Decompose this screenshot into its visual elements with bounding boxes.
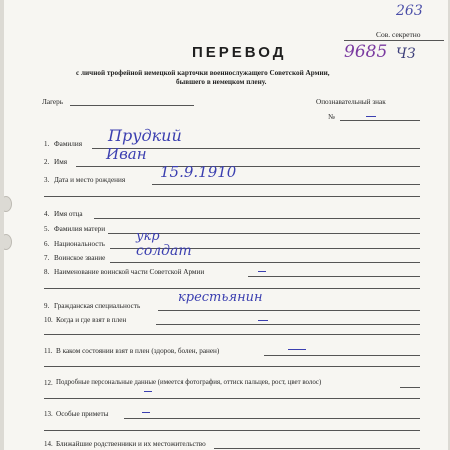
- field-3-label: Дата и место рождения: [54, 176, 126, 184]
- field-3-value: 15.9.1910: [160, 163, 237, 181]
- field-3-line-2: [44, 196, 420, 197]
- field-10-number: 10.: [44, 316, 53, 324]
- camp-label: Лагерь: [42, 98, 63, 106]
- field-7-number: 7.: [44, 254, 50, 262]
- field-6-number: 6.: [44, 240, 50, 248]
- field-9-value: крестьянин: [178, 290, 263, 305]
- field-13-label: Особые приметы: [56, 410, 109, 418]
- field-13-line-2: [44, 430, 420, 431]
- field-13-number: 13.: [44, 410, 53, 418]
- id-number-line: [340, 120, 420, 121]
- classification-stamp: Сов. секретно: [376, 30, 421, 39]
- classification-underline: [344, 40, 444, 41]
- field-12-label: Подробные персональные данные (имеется фотография, оттиск пальцев, рост, цвет волос): [56, 379, 322, 386]
- field-10-label: Когда и где взят в плен: [56, 316, 127, 324]
- file-suffix: ЧЗ: [396, 46, 416, 62]
- document-subtitle-1: с личной трофейной немецкой карточки военнослужащего Советской Армии,: [76, 69, 330, 77]
- file-number: 9685: [344, 42, 388, 62]
- field-12-number: 12.: [44, 379, 53, 387]
- field-12-line-2: [44, 398, 420, 399]
- field-6-label: Национальность: [54, 240, 105, 248]
- camp-line: [70, 105, 194, 106]
- field-10-line-2: [44, 334, 420, 335]
- field-2-value: Иван: [106, 145, 147, 163]
- field-1-label: Фамилия: [54, 140, 83, 148]
- field-10-line: [156, 324, 420, 325]
- field-11-number: 11.: [44, 347, 53, 355]
- field-6-value: укр: [136, 229, 160, 244]
- field-9-label: Гражданская специальность: [54, 302, 141, 310]
- field-8-line: [248, 276, 420, 277]
- field-9-number: 9.: [44, 302, 50, 310]
- field-11-dash: [288, 349, 306, 350]
- field-5-label: Фамилия матери: [54, 225, 106, 233]
- field-2-label: Имя: [54, 158, 68, 166]
- field-8-label: Наименование воинской части Советской Армии: [54, 268, 205, 276]
- field-8-number: 8.: [44, 268, 50, 276]
- field-13-line: [124, 418, 420, 419]
- field-7-line: [110, 262, 420, 263]
- id-number-label: №: [328, 113, 335, 121]
- document-sheet: [4, 0, 448, 450]
- field-14-line: [214, 448, 420, 449]
- document-title: ПЕРЕВОД: [192, 44, 287, 61]
- field-1-number: 1.: [44, 140, 50, 148]
- field-12-dash: [144, 391, 152, 392]
- field-12-line: [400, 387, 420, 388]
- field-5-number: 5.: [44, 225, 50, 233]
- field-1-value: Прудкий: [108, 126, 182, 145]
- field-3-number: 3.: [44, 176, 50, 184]
- field-4-label: Имя отца: [54, 210, 83, 218]
- field-8-dash: [258, 271, 266, 272]
- archive-number: 263: [396, 3, 423, 19]
- field-14-number: 14.: [44, 440, 53, 448]
- field-14-label: Ближайшие родственники и их местожительство: [56, 440, 206, 448]
- field-7-value: солдат: [136, 243, 192, 259]
- field-11-line-2: [44, 366, 420, 367]
- handwritten-dash: [366, 116, 376, 117]
- field-4-line: [94, 218, 420, 219]
- field-9-line: [158, 310, 420, 311]
- field-13-dash: [142, 412, 150, 413]
- id-label: Опознавательный знак: [316, 98, 386, 106]
- field-4-number: 4.: [44, 210, 50, 218]
- field-7-label: Воинское звание: [54, 254, 106, 262]
- field-3-line: [152, 184, 420, 185]
- field-11-label: В каком состоянии взят в плен (здоров, болен, ранен): [56, 347, 220, 355]
- field-8-line-2: [44, 288, 420, 289]
- field-10-dash: [258, 320, 268, 321]
- punch-hole-top: [4, 196, 12, 212]
- punch-hole-bottom: [4, 234, 12, 250]
- field-2-line: [76, 166, 420, 167]
- field-2-number: 2.: [44, 158, 50, 166]
- field-11-line: [264, 355, 420, 356]
- document-subtitle-2: бывшего в немецком плену.: [176, 78, 267, 86]
